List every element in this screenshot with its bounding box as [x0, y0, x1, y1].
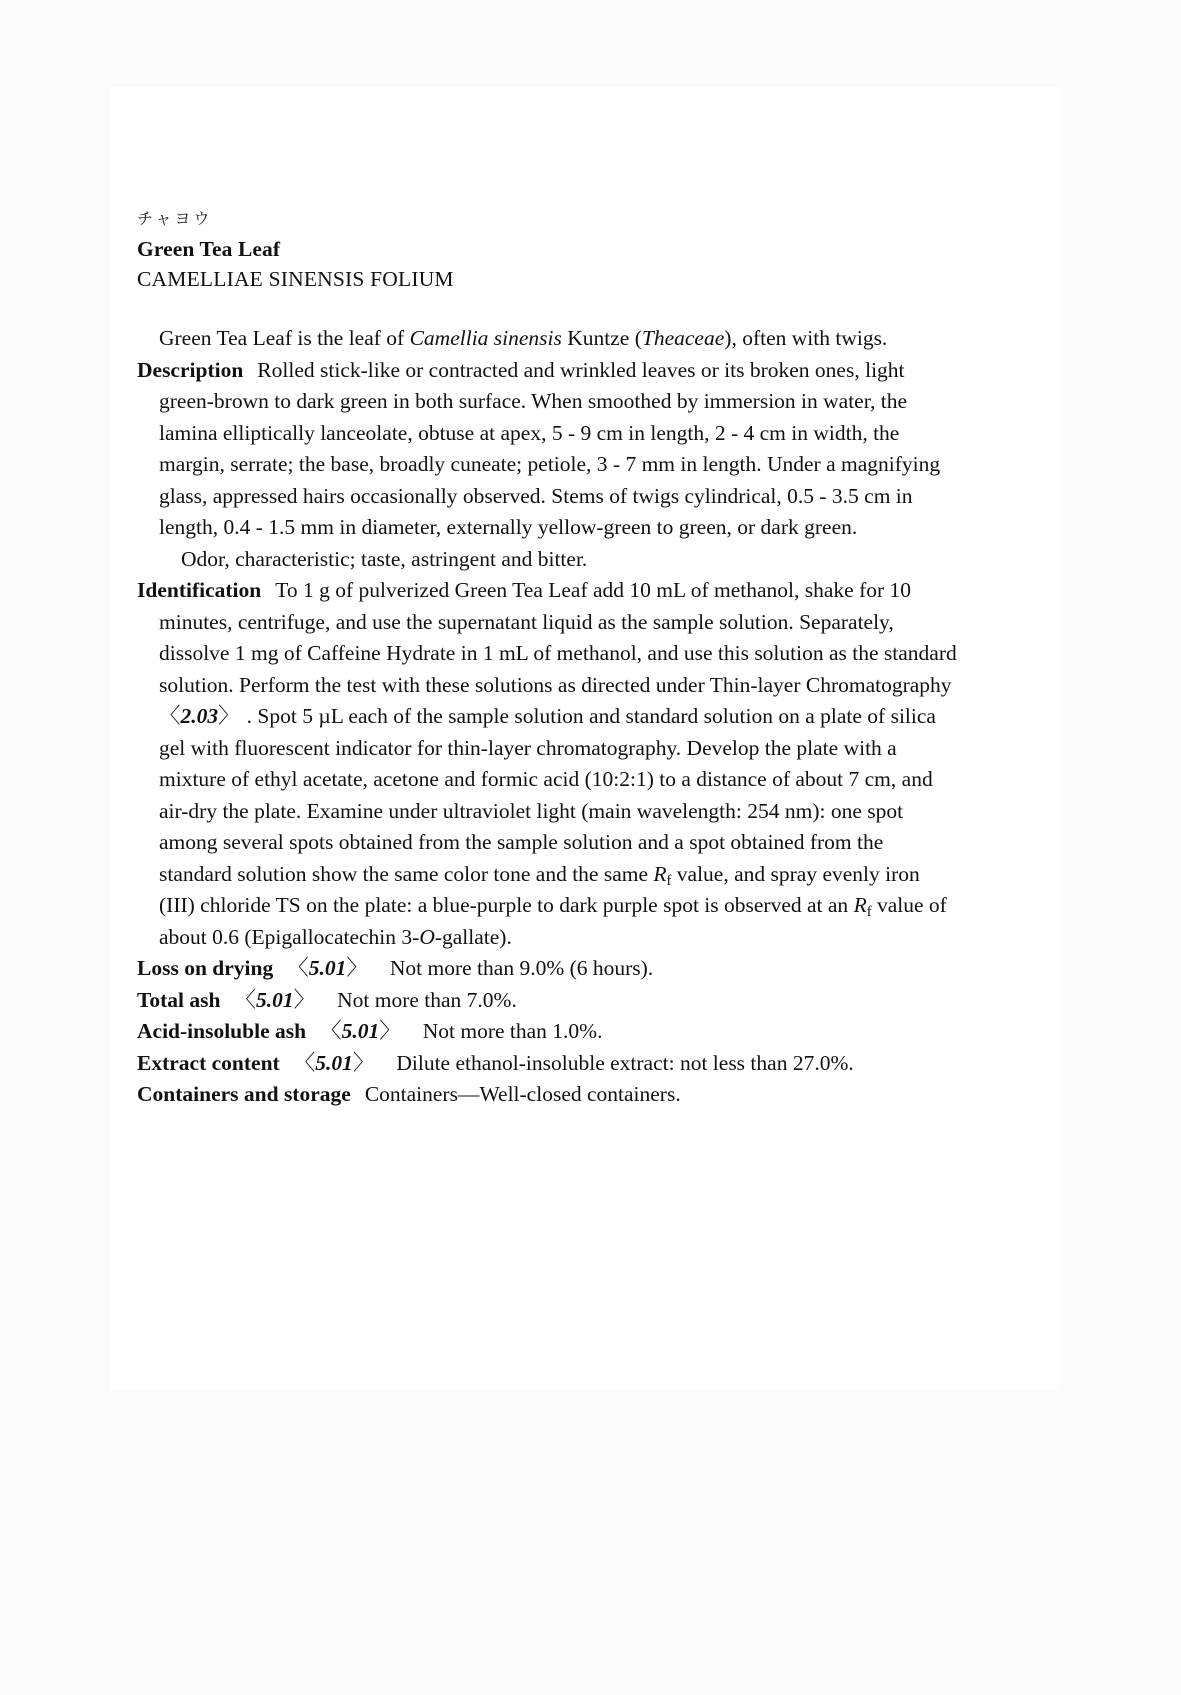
rf-symbol-1: R — [653, 861, 667, 886]
test-reference-number: 5.01 — [341, 1019, 380, 1043]
test-reference-number: 5.01 — [315, 1050, 353, 1075]
heading-spacer — [137, 295, 959, 323]
monograph-title-english: Green Tea Leaf — [137, 237, 281, 261]
intro-paragraph — [137, 323, 959, 355]
description-body: Rolled stick-like or contracted and wrinkled leaves or its broken ones, light green-brown to dark green in both surface. When smoothed by immersion in water, the lamina elliptically lanceolate, obtuse at apex, 5 - 9 cm in length, 2 - 4 cm in width, the margin, serrate; the base, broadly cuneate; petiole, 3 - 7 mm in length. Under a magnifying glass, appressed hairs occasionally observed. Stems of twigs cylindrical, 0.5 - 3.5 cm in length, 0.4 - 1.5 mm in diameter, externally yellow-green to green, or dark green. — [159, 357, 941, 539]
test-value: Dilute ethanol-insoluble extract: not less than 27.0%. — [396, 1050, 854, 1075]
test-ref-bracket-close: 〉 — [293, 987, 316, 1012]
test-value: Not more than 1.0%. — [422, 1019, 603, 1043]
test-ref-bracket-open: 〈 — [287, 956, 309, 980]
test-ref-bracket-open: 〈 — [293, 1050, 316, 1075]
monograph-title-latin: CAMELLIAE SINENSIS FOLIUM — [137, 267, 454, 291]
test-ref-bracket-close: 〉 — [352, 1050, 375, 1075]
intro-text-part1: Green Tea Leaf is the leaf of — [159, 326, 410, 350]
test-ref-bracket-open: 〈 — [320, 1019, 342, 1043]
test-row — [137, 953, 959, 985]
family-name: Theaceae — [641, 326, 725, 350]
test-label: Total ash — [137, 987, 221, 1012]
tlc-ref-bracket-close: 〉 — [218, 704, 240, 728]
tlc-reference-number: 2.03 — [180, 704, 219, 728]
tlc-ref-bracket-open: 〈 — [159, 704, 181, 728]
identification-body-part5: -gallate). — [434, 924, 512, 949]
description-paragraph — [137, 355, 959, 544]
rf-subscript-1: f — [666, 872, 672, 889]
test-row — [137, 985, 959, 1017]
test-label: Acid-insoluble ash — [137, 1019, 307, 1043]
identification-body-part3: value, and spray evenly iron (III) chloride TS on the plate: a blue-purple to dark purple spot is observed at an — [159, 861, 920, 917]
test-reference-number: 5.01 — [255, 987, 294, 1012]
intro-text-part3: ), often with twigs. — [724, 326, 888, 350]
intro-text-part2: Kuntze ( — [561, 326, 642, 350]
test-value: Not more than 7.0%. — [337, 987, 517, 1012]
kana-reading: チャヨウ — [137, 209, 213, 228]
containers-label: Containers and storage — [137, 1082, 351, 1106]
identification-body-part2: . Spot 5 µL each of the sample solution and standard solution on a plate of silica gel with fluorescent indicator for thin-layer chromatography. Develop the plate with a mixture of ethyl acetate, acetone and formic acid (10:2:1) to a distance of about 7 cm, and air-dry the plate. Examine under ultraviolet light (main wavelength: 254 nm): one spot among several spots obtained from the sample solution and a spot obtained from the standard solution show the same color tone and the same — [159, 704, 936, 886]
test-label: Extract content — [137, 1050, 280, 1075]
test-reference-number: 5.01 — [308, 956, 347, 980]
containers-paragraph — [137, 1079, 959, 1111]
test-label: Loss on drying — [137, 956, 274, 980]
test-value: Not more than 9.0% (6 hours). — [389, 956, 654, 980]
o-stereo-descriptor: O — [419, 924, 435, 949]
identification-paragraph — [137, 575, 959, 953]
species-name: Camellia sinensis — [409, 326, 562, 350]
document-page — [110, 87, 1060, 1390]
odor-paragraph — [137, 544, 959, 576]
test-row — [137, 1048, 959, 1080]
rf-symbol-2: R — [853, 893, 867, 917]
rf-subscript-2: f — [866, 904, 872, 921]
test-ref-bracket-close: 〉 — [346, 956, 368, 980]
monograph-content — [137, 207, 959, 1111]
identification-body-part4: value of about 0.6 (Epigallocatechin 3- — [159, 893, 947, 949]
test-ref-bracket-open: 〈 — [234, 987, 256, 1012]
test-specifications — [137, 953, 959, 1079]
identification-label: Identification — [137, 578, 262, 602]
odor-text: Odor, characteristic; taste, astringent and bitter. — [181, 546, 588, 571]
identification-body-part1: To 1 g of pulverized Green Tea Leaf add 10 mL of methanol, shake for 10 minutes, centrifuge, and use the supernatant liquid as the sample solution. Separately, dissolve 1 mg of Caffeine Hydrate in 1 mL of methanol, and use this solution as the standard solution. Perform the test with these solutions as directed under Thin-layer Chromatography — [159, 578, 957, 697]
test-row — [137, 1016, 959, 1048]
test-ref-bracket-close: 〉 — [379, 1019, 401, 1043]
containers-value: Containers—Well-closed containers. — [364, 1082, 681, 1106]
description-label: Description — [137, 357, 244, 382]
